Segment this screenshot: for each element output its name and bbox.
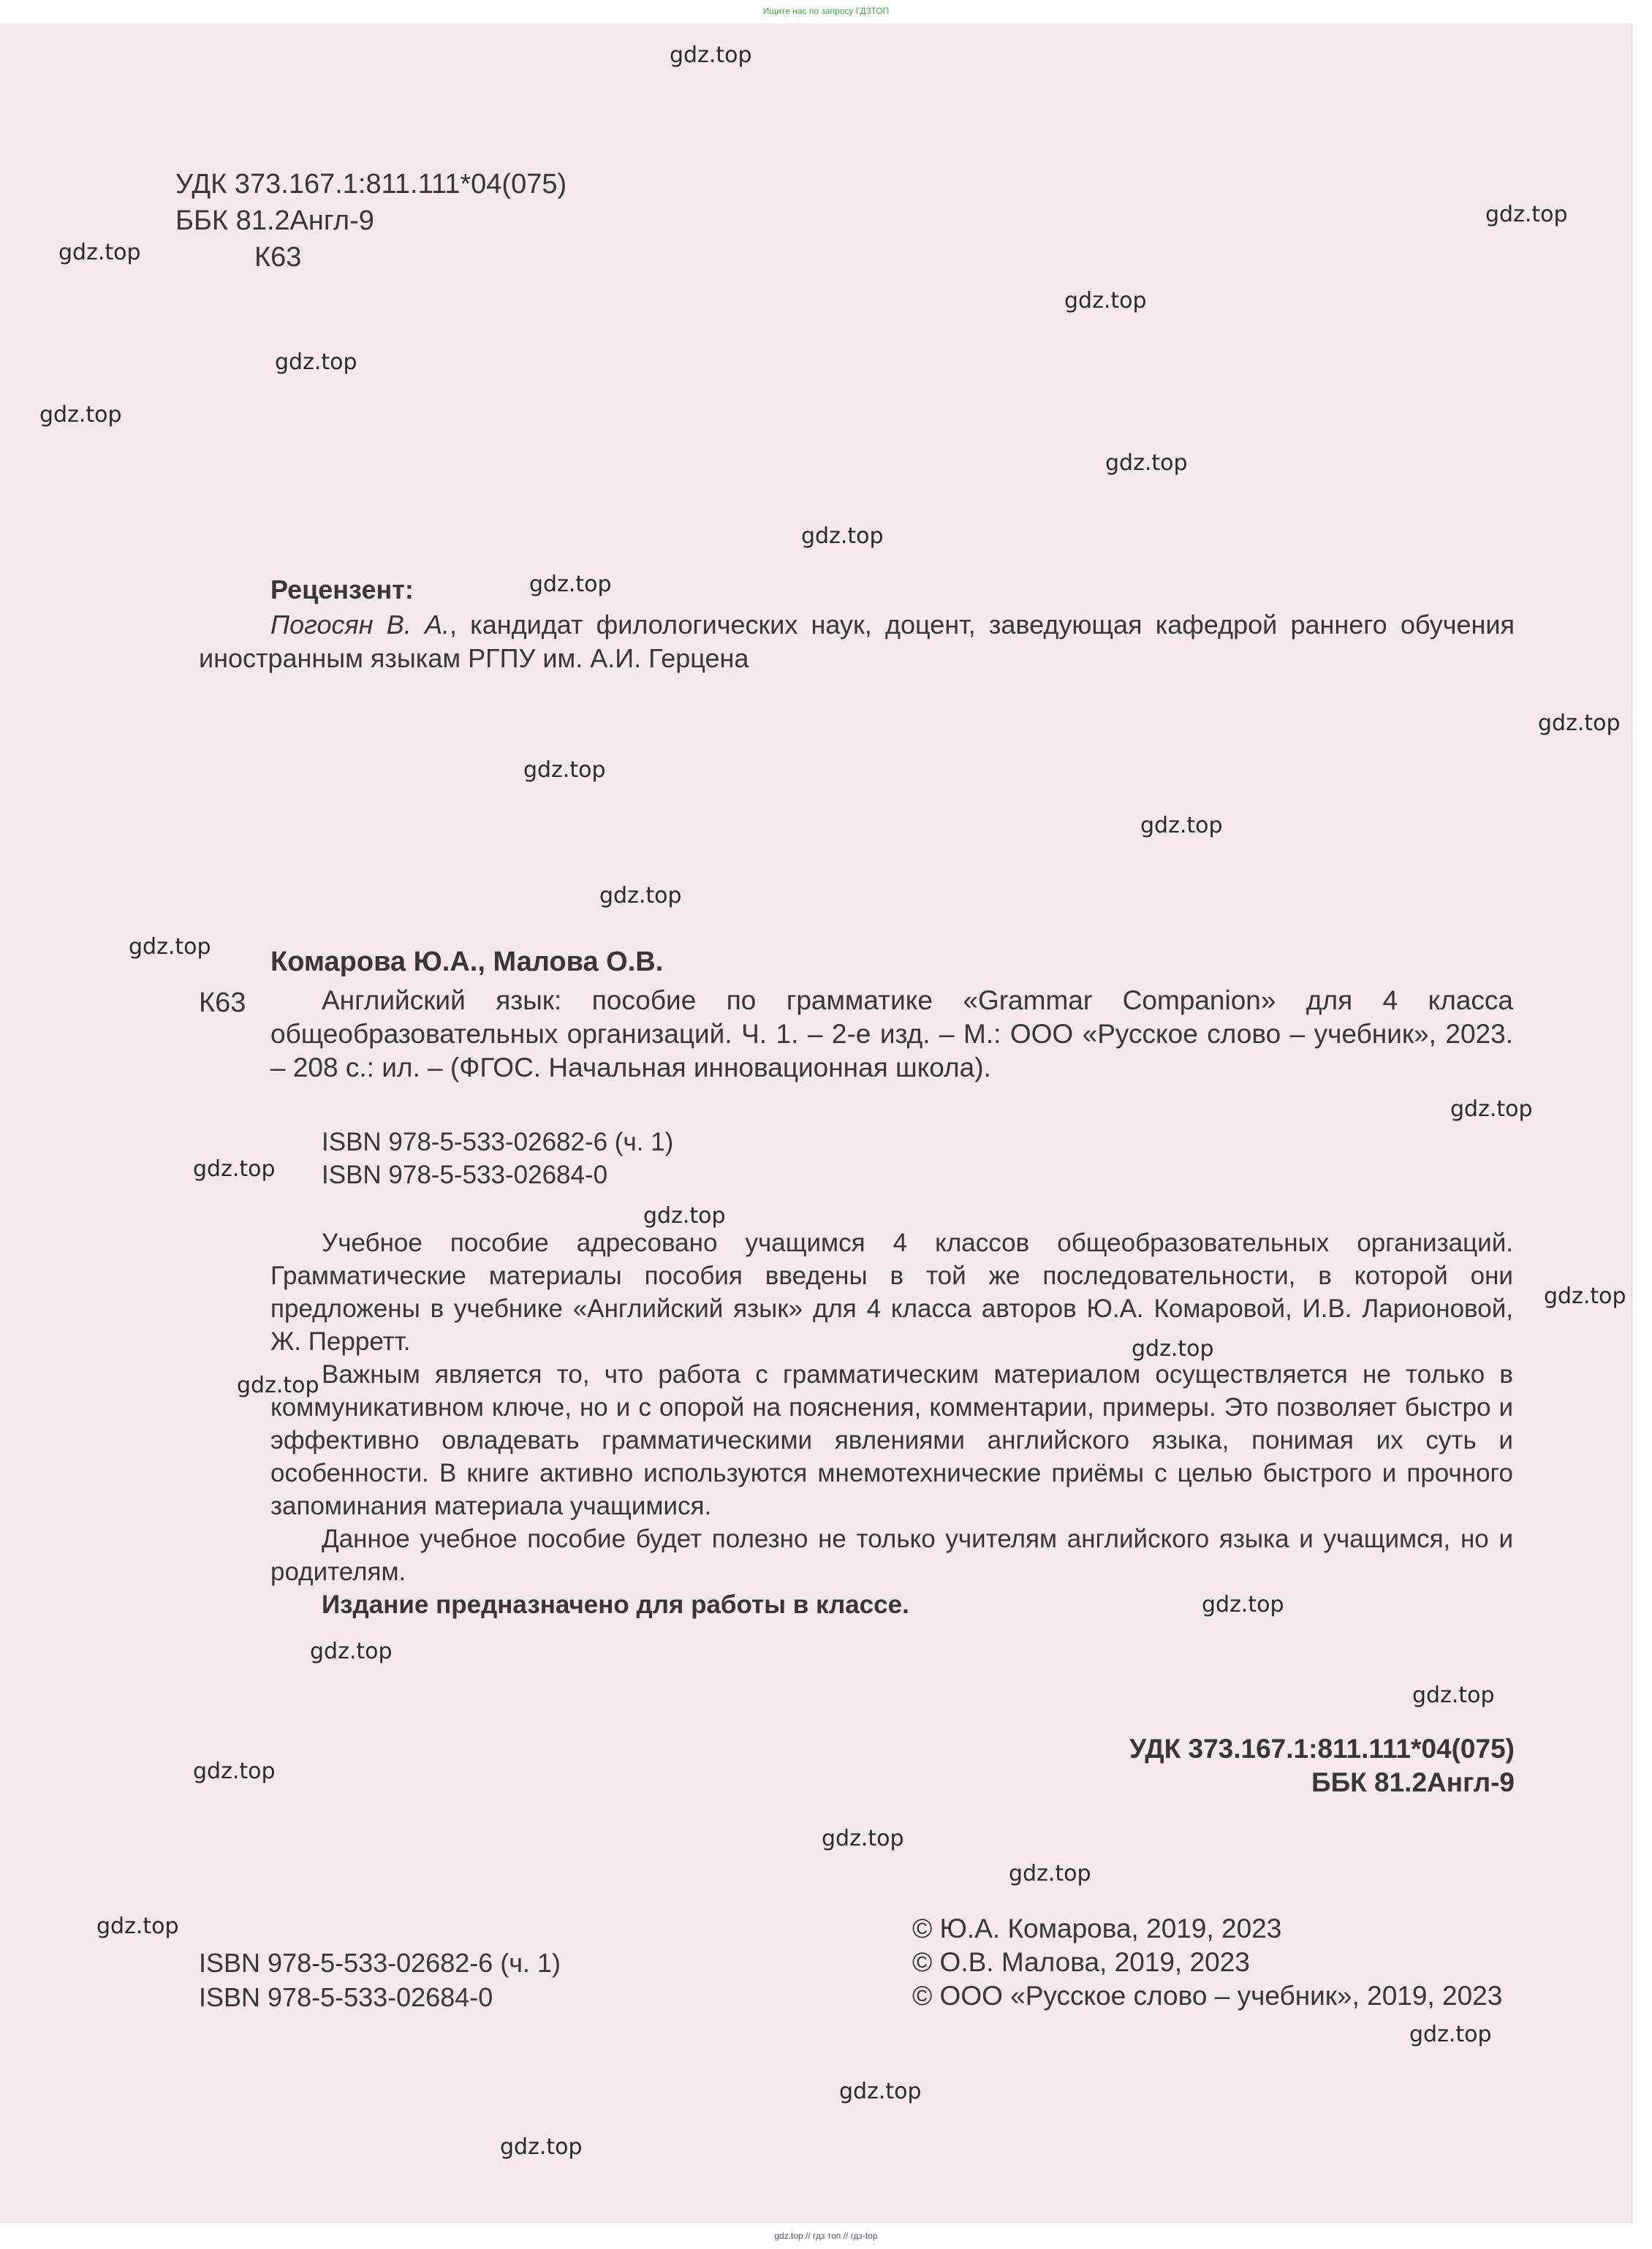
citation-body: Английский язык: пособие по грамматике «Grammar Companion» для 4 класса общеобразовательных организаций. Ч. 1. – 2-е изд. – М.: ООО «Русское слово – учебник», 2023. – 208 с.: ил. – (ФГОС. Начальная инновационная школа). [270, 985, 1513, 1082]
citation-authors: Комарова Ю.А., Малова О.В. [270, 947, 664, 977]
watermark: gdz.top [193, 1156, 276, 1182]
citation-code: К63 [199, 987, 246, 1018]
bottom-banner[interactable]: gdz.top // гдз топ // гдз-top [774, 2231, 878, 2241]
copyright-block [912, 1912, 1502, 2013]
footer-codes [1129, 1732, 1515, 1799]
watermark: gdz.top [310, 1639, 393, 1664]
watermark: gdz.top [643, 1203, 726, 1229]
copyright-line-3: © ООО «Русское слово – учебник», 2019, 2023 [912, 1981, 1503, 2011]
watermark: gdz.top [1009, 1861, 1091, 1886]
citation-isbn-1: ISBN 978-5-533-02682-6 (ч. 1) [322, 1128, 674, 1156]
watermark: gdz.top [670, 42, 752, 68]
citation-isbn [322, 1126, 673, 1191]
watermark: gdz.top [96, 1914, 179, 1939]
reviewer-text [199, 608, 1515, 675]
watermark: gdz.top [129, 934, 211, 960]
annotation-note: Издание предназначено для работы в классе. [322, 1590, 909, 1619]
annotation-p3: Данное учебное пособие будет полезно не только учителям английского языка и учащимся, но и родителям. [270, 1525, 1513, 1586]
citation-text [270, 984, 1513, 1085]
watermark: gdz.top [1409, 2022, 1492, 2047]
watermark: gdz.top [1140, 813, 1223, 838]
watermark: gdz.top [39, 402, 122, 428]
watermark: gdz.top [193, 1759, 276, 1784]
watermark: gdz.top [1132, 1336, 1214, 1362]
watermark: gdz.top [1064, 288, 1147, 314]
watermark: gdz.top [523, 757, 606, 783]
watermark: gdz.top [822, 1826, 904, 1851]
watermark: gdz.top [58, 240, 141, 265]
annotation-p2: Важным является то, что работа с грамматическим материалом осуществляется не только в коммуникативном ключе, но и с опорой на пояснения, комментарии, примеры. Это позволяет быстро и эффективно овладевать грамматическими явлениями английского языка, понимая их суть и особенности. В книге активно используются мнемотехнические приёмы с целью быстрого и прочного запоминания материала учащимися. [270, 1360, 1513, 1520]
isbn-line-2: ISBN 978-5-533-02684-0 [199, 1982, 493, 2012]
reviewer-name: Погосян В. А. [270, 610, 450, 640]
copyright-line-1: © Ю.А. Комарова, 2019, 2023 [912, 1914, 1282, 1943]
annotation-p1: Учебное пособие адресовано учащимся 4 классов общеобразовательных организаций. Грамматические материалы пособия введены в той же последовательности, в которой они предложены в учебнике «Английский язык» для 4 класса авторов Ю.А. Комаровой, И.В. Ларионовой, Ж. Перретт. [270, 1229, 1513, 1356]
reviewer-label: Рецензент: [270, 574, 414, 604]
watermark: gdz.top [1105, 450, 1188, 476]
header-bbk: ББК 81.2Англ-9 [175, 205, 374, 236]
book-page [0, 23, 1632, 2223]
copyright-line-2: © О.В. Малова, 2019, 2023 [912, 1947, 1250, 1977]
annotation [270, 1226, 1513, 1621]
watermark: gdz.top [1544, 1283, 1626, 1309]
watermark: gdz.top [500, 2134, 583, 2160]
watermark: gdz.top [1450, 1096, 1533, 1122]
header-udk: УДК 373.167.1:811.111*04(075) [175, 169, 567, 200]
citation-isbn-2: ISBN 978-5-533-02684-0 [322, 1161, 608, 1189]
watermark: gdz.top [1202, 1592, 1284, 1617]
header-codes [175, 166, 567, 276]
isbn-block [199, 1946, 561, 2014]
watermark: gdz.top [1538, 710, 1621, 736]
top-banner[interactable]: Ищите нас по запросу ГДЗТОП [762, 6, 890, 16]
isbn-line-1: ISBN 978-5-533-02682-6 (ч. 1) [199, 1948, 561, 1978]
watermark: gdz.top [599, 883, 682, 909]
reviewer-desc: , кандидат филологических наук, доцент, заведующая кафедрой раннего обучения иностранным языкам РГПУ им. А.И. Герцена [199, 610, 1515, 673]
watermark: gdz.top [237, 1373, 319, 1398]
watermark: gdz.top [839, 2079, 922, 2104]
watermark: gdz.top [1412, 1683, 1495, 1708]
watermark: gdz.top [1485, 202, 1568, 227]
watermark: gdz.top [529, 572, 612, 597]
watermark: gdz.top [801, 523, 884, 549]
watermark: gdz.top [275, 349, 357, 375]
footer-udk: УДК 373.167.1:811.111*04(075) [1129, 1734, 1515, 1764]
header-code: К63 [254, 242, 302, 273]
footer-bbk: ББК 81.2Англ-9 [1311, 1767, 1515, 1797]
